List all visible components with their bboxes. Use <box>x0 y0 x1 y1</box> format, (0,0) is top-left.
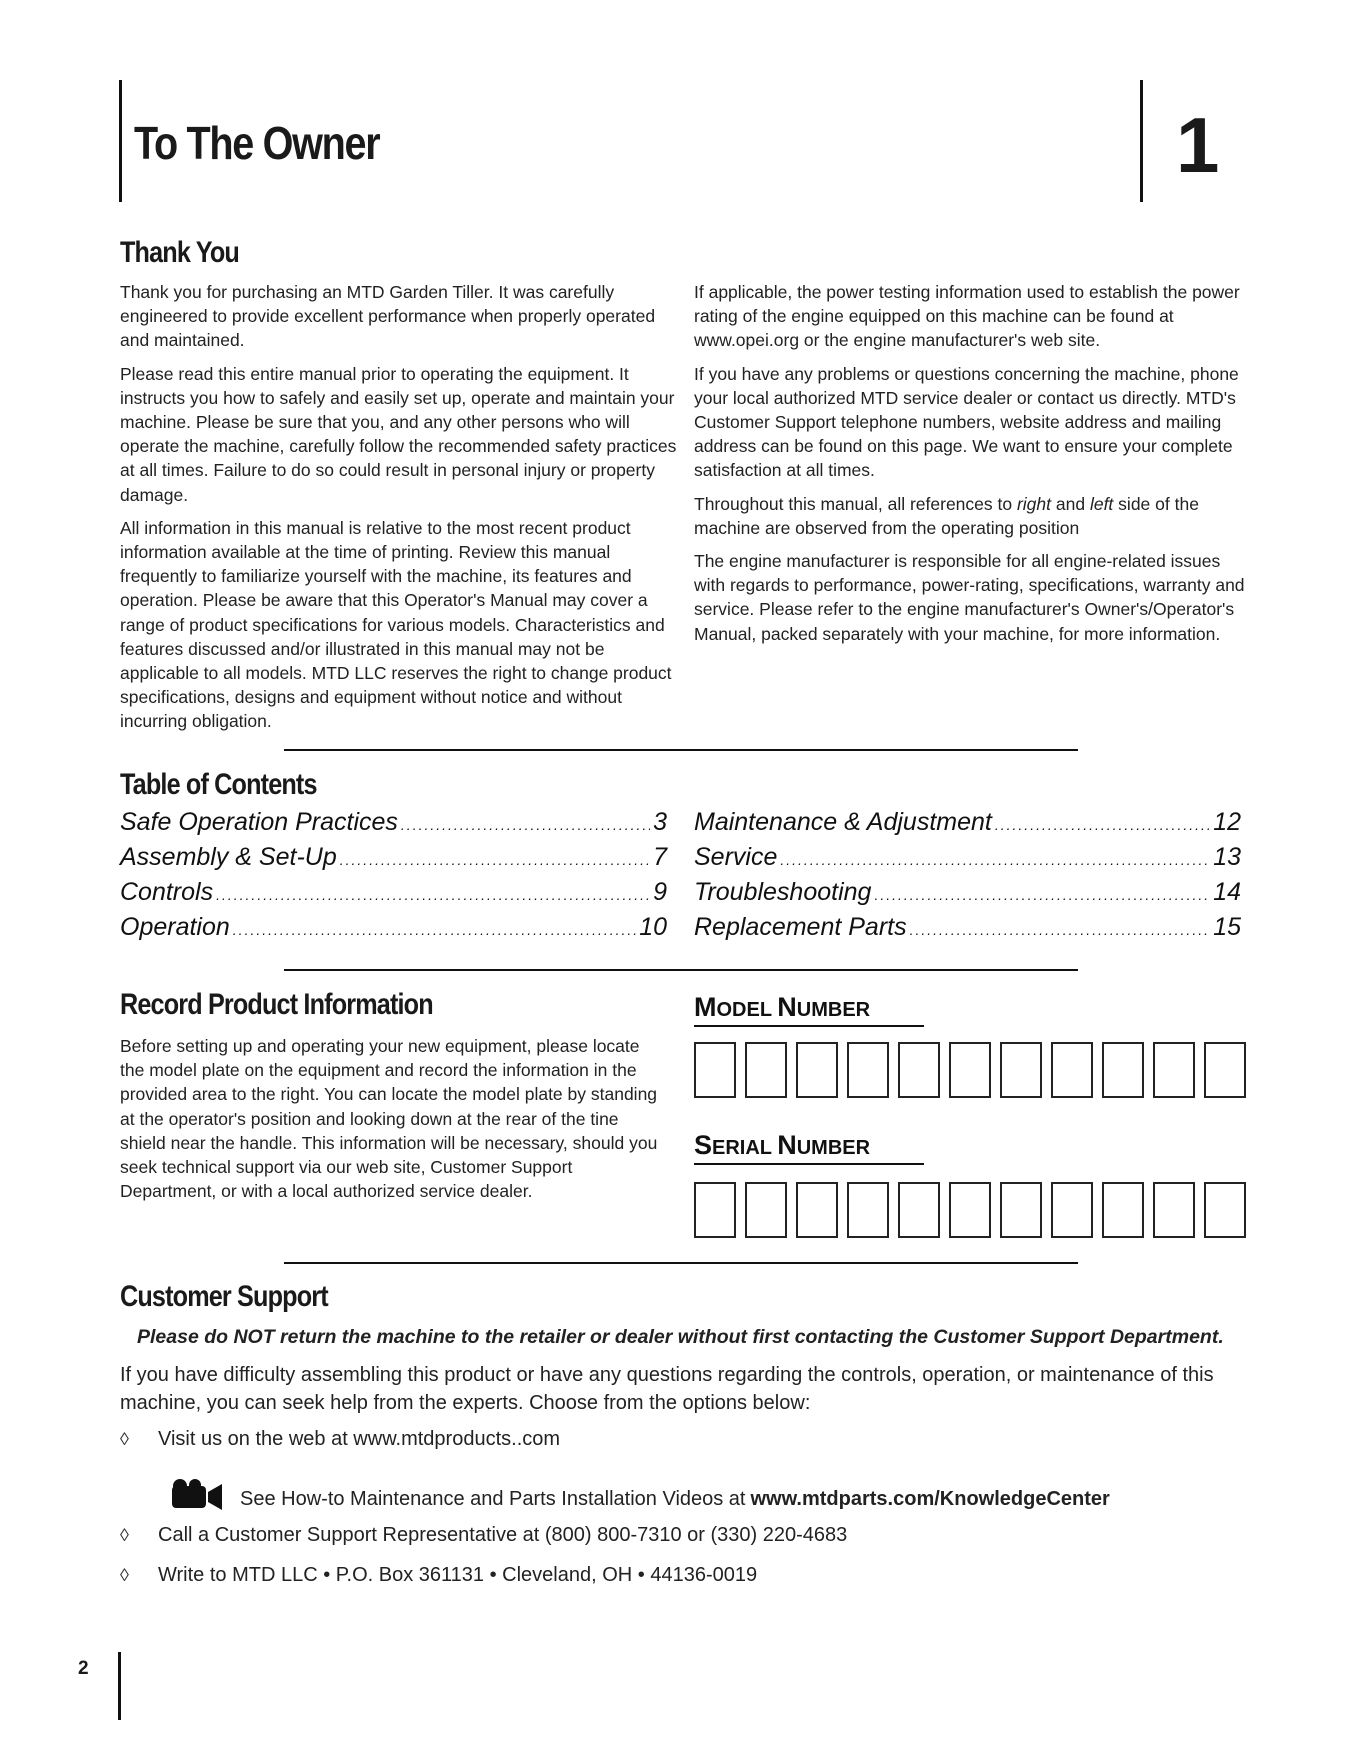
toc-entry[interactable] <box>120 841 667 876</box>
toc-entry-page: 9 <box>653 878 667 906</box>
model-number-digit-box[interactable] <box>796 1042 838 1098</box>
section-divider <box>284 749 1078 751</box>
label-small: UMBER <box>796 999 871 1021</box>
record-heading: Record Product Information <box>120 988 433 1021</box>
directions-paragraph <box>694 492 1254 540</box>
section-divider <box>284 969 1078 971</box>
knowledge-center-link[interactable]: www.mtdparts.com/KnowledgeCenter <box>750 1487 1110 1510</box>
toc-left-column <box>120 806 667 946</box>
model-number-digit-box[interactable] <box>694 1042 736 1098</box>
toc-entry-label: Operation <box>120 913 230 941</box>
problems-paragraph: If you have any problems or questions concerning the machine, phone your local authorized MTD service dealer or contact us directly. MTD's Customer Support telephone numbers, website address and mailing address can be found on this page. We want to ensure your complete satisfaction at all times. <box>694 363 1239 481</box>
header-right-bar <box>1140 80 1143 202</box>
toc-entry-page: 7 <box>653 843 667 871</box>
serial-number-digit-box[interactable] <box>745 1182 787 1238</box>
right-term: right <box>1016 493 1052 514</box>
toc-leader-dots <box>401 809 650 841</box>
chapter-number: 1 <box>1176 101 1220 189</box>
toc-entry-label: Replacement Parts <box>694 913 907 941</box>
web-text: Visit us on the web at www.mtdproducts..com <box>158 1428 561 1450</box>
toc-entry-page: 14 <box>1213 878 1241 906</box>
bullet-mark: ◊ <box>120 1429 129 1449</box>
model-number-boxes <box>694 1042 1246 1098</box>
model-number-digit-box[interactable] <box>949 1042 991 1098</box>
write-text: Write to MTD LLC • P.O. Box 361131 • Cleveland, OH • 44136-0019 <box>158 1564 758 1586</box>
power-rating-paragraph: If applicable, the power testing information used to establish the power rating of the engine equipped on this machine can be found at www.opei.org or the engine manufacturer's web site. <box>694 282 1240 351</box>
model-number-digit-box[interactable] <box>1000 1042 1042 1098</box>
label-cap: M <box>694 992 717 1022</box>
serial-number-digit-box[interactable] <box>898 1182 940 1238</box>
serial-number-digit-box[interactable] <box>1000 1182 1042 1238</box>
bullet-mark: ◊ <box>120 1565 129 1585</box>
left-term: left <box>1089 493 1114 514</box>
toc-entry-page: 10 <box>639 913 667 941</box>
toc-entry-page: 13 <box>1213 843 1241 871</box>
thank-you-paragraph: Thank you for purchasing an MTD Garden Tiller. It was carefully engineered to provide excellent performance when properly operated and maintained. <box>120 282 656 351</box>
bullet-call <box>120 1524 847 1547</box>
model-number-digit-box[interactable] <box>1204 1042 1246 1098</box>
toc-entry[interactable] <box>120 911 667 946</box>
directions-text: Throughout this manual, all references to <box>694 493 1017 514</box>
toc-leader-dots <box>233 914 636 946</box>
serial-number-digit-box[interactable] <box>694 1182 736 1238</box>
footer-bar <box>118 1652 121 1720</box>
toc-entry-label: Safe Operation Practices <box>120 808 398 836</box>
toc-right-column <box>694 806 1241 946</box>
serial-number-boxes <box>694 1182 1246 1238</box>
video-text: See How-to Maintenance and Parts Installation Videos at <box>240 1487 746 1510</box>
header-left-bar <box>119 80 122 202</box>
serial-number-label <box>694 1130 924 1165</box>
model-number-digit-box[interactable] <box>1102 1042 1144 1098</box>
serial-number-digit-box[interactable] <box>1204 1182 1246 1238</box>
serial-number-digit-box[interactable] <box>1153 1182 1195 1238</box>
toc-entry-page: 12 <box>1213 808 1241 836</box>
toc-entry-label: Controls <box>120 878 214 906</box>
thank-you-paragraph: Please read this entire manual prior to operating the equipment. It instructs you how to safely and easily set up, operate and maintain your machine. Please be sure that you, and any other persons who will operate the machine, carefully follow the recommended safety practices at all times. Failure to do so could result in personal injury or property damage. <box>120 363 677 505</box>
serial-number-digit-box[interactable] <box>796 1182 838 1238</box>
serial-number-digit-box[interactable] <box>847 1182 889 1238</box>
bullet-write <box>120 1564 757 1587</box>
model-number-digit-box[interactable] <box>1051 1042 1093 1098</box>
toc-entry[interactable] <box>694 806 1241 841</box>
label-cap: N <box>777 1130 797 1160</box>
toc-leader-dots <box>780 844 1210 876</box>
toc-leader-dots <box>874 879 1210 911</box>
toc-entry-label: Service <box>694 843 778 871</box>
serial-number-digit-box[interactable] <box>1102 1182 1144 1238</box>
label-small: ERIAL <box>712 1137 778 1159</box>
toc-leader-dots <box>216 879 650 911</box>
support-warning: Please do NOT return the machine to the retailer or dealer without first contacting the Customer Support Department. <box>137 1326 1224 1348</box>
toc-entry-label: Maintenance & Adjustment <box>694 808 992 836</box>
label-small: ODEL <box>716 999 778 1021</box>
toc-entry-label: Troubleshooting <box>694 878 872 906</box>
record-paragraph: Before setting up and operating your new equipment, please locate the model plate on the equipment and record the information in the provided area to the right. You can locate the model plate by standing at the operator's position and looking down at the rear of the tine shield near the handle. This information will be necessary, should you seek technical support via our web site, Customer Support Department, or with a local authorized service dealer. <box>120 1036 658 1202</box>
video-line <box>170 1478 1110 1520</box>
directions-text: side of the machine are observed from the operating position <box>694 493 1199 538</box>
directions-text: and <box>1051 493 1090 514</box>
bullet-mark: ◊ <box>120 1525 129 1545</box>
video-camera-icon <box>170 1478 240 1520</box>
label-cap: S <box>694 1130 713 1160</box>
toc-heading: Table of Contents <box>120 768 317 801</box>
toc-leader-dots <box>340 844 650 876</box>
toc-entry[interactable] <box>120 876 667 911</box>
support-intro: If you have difficulty assembling this product or have any questions regarding the controls, operation, or maintenance of this machine, you can seek help from the experts. Choose from the options below: <box>120 1364 1214 1414</box>
page-number: 2 <box>78 1658 89 1679</box>
bullet-web <box>120 1428 560 1451</box>
page-title: To The Owner <box>134 117 380 169</box>
toc-entry-page: 3 <box>653 808 667 836</box>
model-number-digit-box[interactable] <box>745 1042 787 1098</box>
engine-paragraph: The engine manufacturer is responsible for all engine-related issues with regards to performance, power-rating, specifications, warranty and service. Please refer to the engine manufacturer's Owner's/Operator's Manual, packed separately with your machine, for more information. <box>694 551 1245 644</box>
label-cap: N <box>777 992 797 1022</box>
call-text: Call a Customer Support Representative at (800) 800-7310 or (330) 220-4683 <box>158 1524 848 1546</box>
section-divider <box>284 1262 1078 1264</box>
thank-you-heading: Thank You <box>120 236 239 269</box>
toc-entry[interactable] <box>694 841 1241 876</box>
label-small: UMBER <box>796 1137 871 1159</box>
toc-leader-dots <box>995 809 1210 841</box>
toc-entry[interactable] <box>694 876 1241 911</box>
toc-entry-label: Assembly & Set-Up <box>120 843 337 871</box>
model-number-digit-box[interactable] <box>847 1042 889 1098</box>
thank-you-paragraph: All information in this manual is relative to the most recent product information available at the time of printing. Review this manual frequently to familiarize yourself with the machine, its features and operation. Please be aware that this Operator's Manual may cover a range of product specifications for various models. Characteristics and features discussed and/or illustrated in this manual may not be applicable to all models. MTD LLC reserves the right to change product specifications, designs and equipment without notice and without incurring obligation. <box>120 517 672 732</box>
model-number-label <box>694 992 924 1027</box>
thank-you-right-column <box>694 280 1254 655</box>
model-number-digit-box[interactable] <box>1153 1042 1195 1098</box>
toc-leader-dots <box>910 914 1211 946</box>
serial-number-digit-box[interactable] <box>1051 1182 1093 1238</box>
toc-entry[interactable] <box>694 911 1241 946</box>
serial-number-digit-box[interactable] <box>949 1182 991 1238</box>
support-heading: Customer Support <box>120 1280 328 1313</box>
toc-entry[interactable] <box>120 806 667 841</box>
model-number-digit-box[interactable] <box>898 1042 940 1098</box>
toc-entry-page: 15 <box>1213 913 1241 941</box>
thank-you-left-column <box>120 280 680 743</box>
